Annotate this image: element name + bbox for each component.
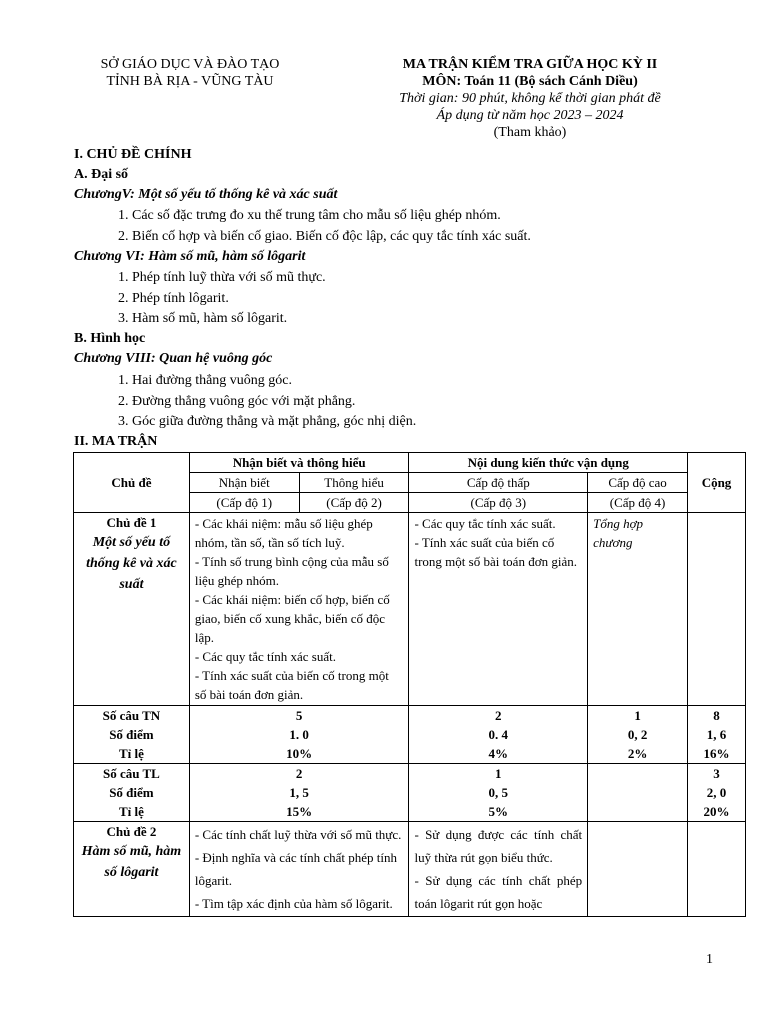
header-level-4-sub: (Cấp độ 4) bbox=[588, 493, 688, 513]
part-b-heading: B. Hình học bbox=[74, 331, 146, 346]
table-row bbox=[74, 513, 746, 706]
list-item: 1. Hai đường thẳng vuông góc. bbox=[118, 373, 293, 388]
value-ratio: 10% bbox=[286, 746, 313, 761]
value-ratio: 16% bbox=[703, 746, 730, 761]
value-count: 3 bbox=[713, 766, 720, 781]
list-item: 3. Hàm số mũ, hàm số lôgarit. bbox=[118, 311, 288, 326]
table-row bbox=[74, 764, 746, 822]
header-group-apply: Nội dung kiến thức vận dụng bbox=[409, 453, 688, 473]
header-left bbox=[60, 56, 320, 90]
table-header-row bbox=[74, 453, 746, 473]
value-ratio: 2% bbox=[627, 746, 648, 761]
header-level-2: Thông hiểu bbox=[299, 473, 409, 493]
value-ratio: 15% bbox=[286, 804, 313, 819]
chapter-5-heading: ChươngV: Một số yếu tố thống kê và xác suất bbox=[74, 187, 338, 202]
part-a-heading: A. Đại số bbox=[74, 167, 129, 182]
list-item: 1. Các số đặc trưng đo xu thế trung tâm cho mẫu số liệu ghép nhóm. bbox=[118, 208, 501, 223]
value-score: 1, 5 bbox=[289, 785, 309, 800]
value-score: 0, 2 bbox=[627, 727, 648, 742]
value-count: 8 bbox=[713, 708, 720, 723]
header-level-2-sub: (Cấp độ 2) bbox=[299, 493, 409, 513]
tn-high-values bbox=[588, 706, 688, 764]
value-count: 5 bbox=[295, 708, 303, 723]
topic-1-title: Chủ đề 1 bbox=[106, 515, 157, 530]
list-item: 2. Biến cố hợp và biến cố giao. Biến cố độc lập, các quy tắc tính xác suất. bbox=[118, 229, 531, 244]
tl-high-values bbox=[588, 764, 688, 822]
value-ratio: 4% bbox=[488, 746, 509, 761]
topic-2-low-level bbox=[409, 822, 588, 917]
list-item: - Các khái niệm: mẫu số liệu ghép nhóm, tần số, tần số tích luỹ. bbox=[194, 516, 373, 550]
list-item: - Sử dụng các tính chất phép toán lôgarit rút gọn hoặc bbox=[414, 873, 583, 911]
list-item: - Tính xác suất của biến cố trong một số bài toán đơn giản. bbox=[194, 668, 389, 702]
value-ratio: 5% bbox=[488, 804, 509, 819]
header-right bbox=[380, 56, 680, 141]
summary-labels-tn bbox=[74, 706, 190, 764]
topic-1-high-level: Tổng hợp chương bbox=[588, 513, 688, 706]
time-line: Thời gian: 90 phút, không kể thời gian phát đề bbox=[399, 91, 661, 106]
header-level-3: Cấp độ thấp bbox=[409, 473, 588, 493]
value-score: 0, 5 bbox=[488, 785, 509, 800]
header-group-know: Nhận biết và thông hiểu bbox=[189, 453, 409, 473]
reference-note: (Tham khảo) bbox=[493, 125, 567, 140]
table-row bbox=[74, 822, 746, 917]
label-ratio: Tỉ lệ bbox=[118, 804, 144, 819]
value-count: 1 bbox=[634, 708, 641, 723]
section-heading-2: II. MA TRẬN bbox=[74, 434, 158, 449]
tn-knowledge-values bbox=[189, 706, 409, 764]
subject-line: MÔN: Toán 11 (Bộ sách Cánh Diều) bbox=[422, 74, 638, 89]
list-item: - Các khái niệm: biến cố hợp, biến cố giao, biến cố xung khắc, biến cố độc lập. bbox=[194, 592, 390, 645]
list-item: 3. Góc giữa đường thẳng và mặt phẳng, góc nhị diện. bbox=[118, 414, 417, 429]
value-ratio: 20% bbox=[703, 804, 730, 819]
label-question-count: Số câu TL bbox=[102, 766, 160, 781]
topic-1-knowledge bbox=[189, 513, 409, 706]
topic-2-total bbox=[688, 822, 746, 917]
tn-low-values bbox=[409, 706, 588, 764]
value-score: 0. 4 bbox=[488, 727, 509, 742]
topic-2-title: Chủ đề 2 bbox=[106, 824, 157, 839]
page-number: 1 bbox=[706, 952, 713, 967]
topic-1-low-level bbox=[409, 513, 588, 706]
topic-1-total bbox=[688, 513, 746, 706]
topic-2-high-level bbox=[588, 822, 688, 917]
label-score: Số điểm bbox=[109, 727, 154, 742]
list-item: - Các tính chất luỹ thừa với số mũ thực. bbox=[194, 827, 402, 842]
topic-1-cell bbox=[74, 513, 190, 706]
header-level-1: Nhận biết bbox=[189, 473, 299, 493]
topic-2-knowledge bbox=[189, 822, 409, 917]
list-item: - Các quy tắc tính xác suất. bbox=[414, 516, 556, 531]
header-level-4: Cấp độ cao bbox=[588, 473, 688, 493]
matrix-table bbox=[73, 452, 746, 917]
list-item: - Các quy tắc tính xác suất. bbox=[194, 649, 336, 664]
label-score: Số điểm bbox=[109, 785, 154, 800]
topic-1-name: Một số yếu tố thống kê và xác suất bbox=[86, 535, 177, 592]
document-title: MA TRẬN KIỂM TRA GIỮA HỌC KỲ II bbox=[402, 57, 658, 72]
tl-low-values bbox=[409, 764, 588, 822]
value-count: 2 bbox=[495, 708, 502, 723]
department-name: SỞ GIÁO DỤC VÀ ĐÀO TẠO bbox=[100, 57, 280, 72]
province-name: TỈNH BÀ RỊA - VŨNG TÀU bbox=[106, 74, 274, 89]
value-score: 1, 6 bbox=[706, 727, 727, 742]
chapter-6-heading: Chương VI: Hàm số mũ, hàm số lôgarit bbox=[74, 249, 306, 264]
tl-knowledge-values bbox=[189, 764, 409, 822]
label-question-count: Số câu TN bbox=[102, 708, 161, 723]
summary-labels-tl bbox=[74, 764, 190, 822]
topic-2-name: Hàm số mũ, hàm số lôgarit bbox=[81, 844, 182, 880]
header-level-1-sub: (Cấp độ 1) bbox=[189, 493, 299, 513]
list-item: 1. Phép tính luỹ thừa với số mũ thực. bbox=[118, 270, 326, 285]
value-count: 2 bbox=[295, 766, 303, 781]
topic-2-cell bbox=[74, 822, 190, 917]
apply-line: Áp dụng từ năm học 2023 – 2024 bbox=[436, 108, 624, 123]
table-row bbox=[74, 706, 746, 764]
tn-total-values bbox=[688, 706, 746, 764]
list-item: 2. Đường thẳng vuông góc với mặt phẳng. bbox=[118, 394, 356, 409]
section-heading-1: I. CHỦ ĐỀ CHÍNH bbox=[74, 147, 192, 162]
value-score: 2, 0 bbox=[706, 785, 727, 800]
chapter-8-heading: Chương VIII: Quan hệ vuông góc bbox=[74, 351, 273, 366]
value-count: 1 bbox=[495, 766, 502, 781]
list-item: - Tính xác suất của biến cố trong một số bài toán đơn giản. bbox=[414, 535, 577, 569]
label-ratio: Tỉ lệ bbox=[118, 746, 144, 761]
value-score: 1. 0 bbox=[289, 727, 309, 742]
list-item: - Tính số trung bình cộng của mẫu số liệu ghép nhóm. bbox=[194, 554, 389, 588]
header-level-3-sub: (Cấp độ 3) bbox=[409, 493, 588, 513]
list-item: - Sử dụng được các tính chất luỹ thừa rút gọn biểu thức. bbox=[414, 827, 583, 865]
list-item: - Tìm tập xác định của hàm số lôgarit. bbox=[194, 896, 393, 911]
header-topic: Chủ đề bbox=[74, 453, 190, 513]
list-item: 2. Phép tính lôgarit. bbox=[118, 291, 229, 306]
list-item: - Định nghĩa và các tính chất phép tính lôgarit. bbox=[194, 850, 397, 888]
header-total: Cộng bbox=[688, 453, 746, 513]
tl-total-values bbox=[688, 764, 746, 822]
